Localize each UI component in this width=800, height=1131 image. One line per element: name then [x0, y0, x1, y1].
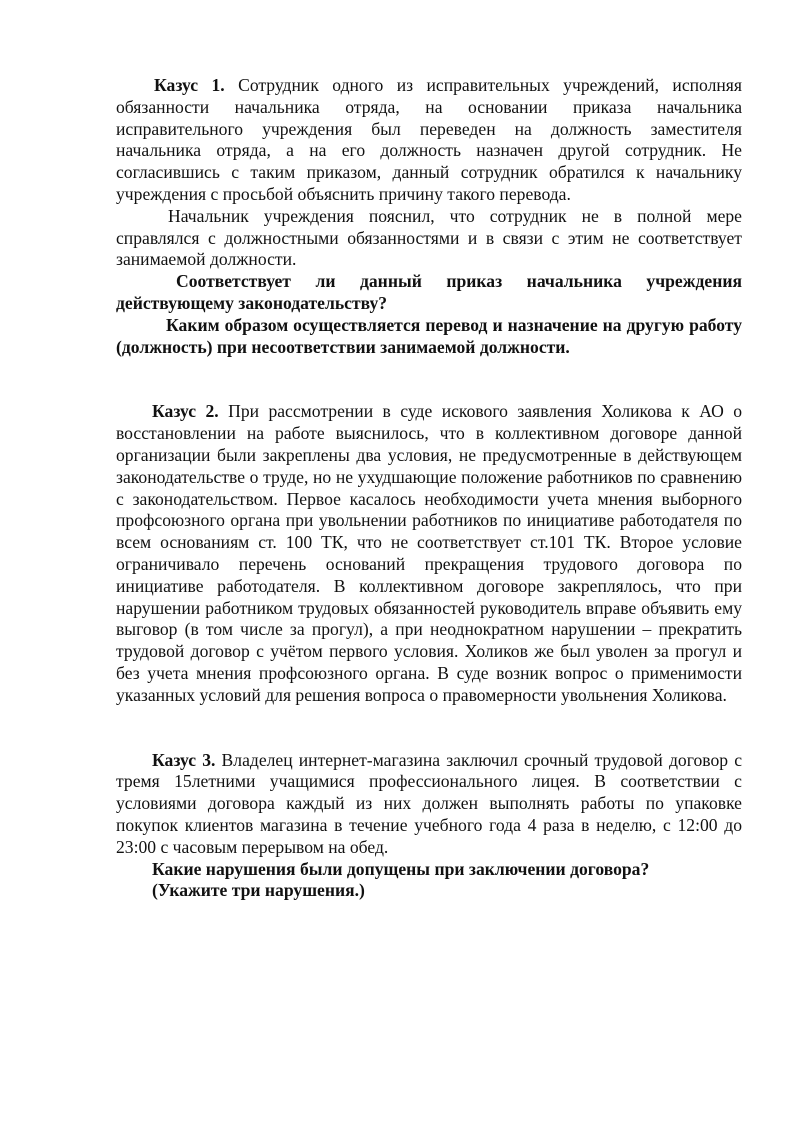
spacer: [116, 707, 742, 750]
case3-label: Казус 3.: [152, 749, 216, 770]
spacer: [116, 358, 742, 401]
case3-question-1: Какие нарушения были допущены при заключении договора?: [152, 858, 650, 879]
case1-question-1: Соответствует ли данный приказ начальника учреждения действующему законодательству?: [116, 271, 742, 313]
case2-text: При рассмотрении в суде искового заявления Холикова к АО о восстановлении на работе выяснилось, что в коллективном договоре данной организации были закреплены два условия, не предусмотренные в действующем законодательстве о труде, но не ухудшающие положение работников по сравнению с законодательством. Первое касалось необходимости учета мнения выборного профсоюзного органа при увольнении работников по инициативе работодателя по всем основаниям ст. 100 ТК, что не соответствует ст.101 ТК. Второе условие ограничивало перечень оснований прекращения трудового договора по инициативе работодателя. В коллективном договоре закреплялось, что при нарушении работником трудовых обязанностей руководитель вправе объявить ему выговор (в том числе за прогул), а при неоднократном нарушении – прекратить трудовой договор с учётом первого условия. Холиков же был уволен за прогул и без учета мнения профсоюзного органа. В суде возник вопрос о применимости указанных условий для решения вопроса о правомерности увольнения Холикова.: [116, 401, 743, 705]
case2-label: Казус 2.: [152, 401, 219, 422]
case1-text: Сотрудник одного из исправительных учреждений, исполняя обязанности начальника отряда, на основании приказа начальника исправительного учреждения был переведен на должность заместителя начальника отряда, а на его должность назначен другой сотрудник. Не согласившись с таким приказом, данный сотрудник обратился к начальнику учреждения с просьбой объяснить причину такого перевода.: [116, 75, 742, 204]
case3-text: Владелец интернет-магазина заключил срочный трудовой договор с тремя 15летними учащимися профессионального лицея. В соответствии с условиями договора каждый из них должен выполнять работы по упаковке покупок клиентов магазина в течение учебного года 4 раза в неделю, с 12:00 до 23:00 с часовым перерывом на обед.: [116, 749, 743, 857]
case3-question-2: (Укажите три нарушения.): [152, 880, 365, 901]
case1-paragraph: [116, 75, 742, 206]
case1-question-2: Каким образом осуществляется перевод и назначение на другую работу (должность) при несоответствии занимаемой должности.: [116, 314, 742, 357]
document-page: [116, 75, 742, 902]
case1-explanation: Начальник учреждения пояснил, что сотрудник не в полной мере справлялся с должностными обязанностями и в связи с этим не соответствует занимаемой должности.: [116, 205, 742, 270]
case2-paragraph: [116, 401, 742, 706]
case1-label: Казус 1.: [154, 75, 225, 95]
case3-paragraph: [116, 750, 742, 859]
